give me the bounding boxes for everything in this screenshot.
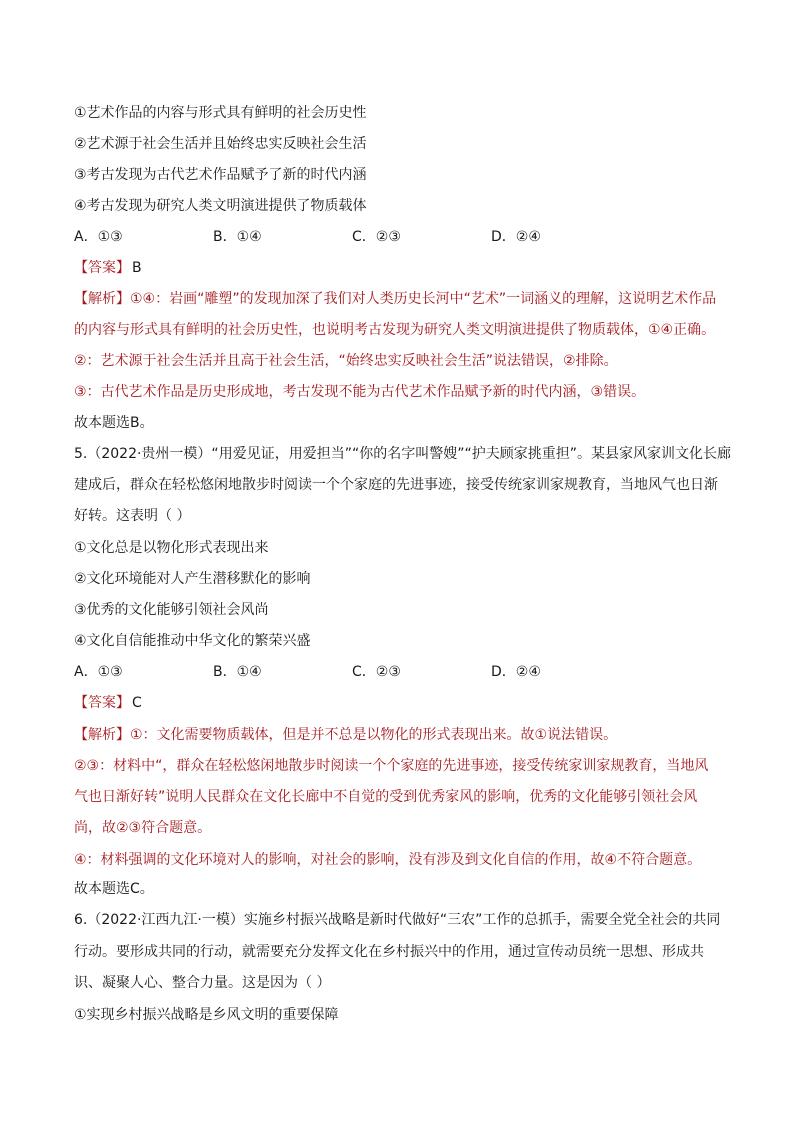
q5-statement-2: ②文化环境能对人产生潜移默化的影响	[74, 571, 311, 587]
q5-answer-label: 【答案】	[74, 695, 130, 711]
q6-stem-line-3: 识、凝聚人心、整合力量。这是因为（ ）	[74, 975, 331, 991]
q4-options	[74, 227, 714, 247]
q5-analysis-line-3: 气也日渐好转”说明人民群众在文化长廊中不自觉的受到优秀家风的影响，优秀的文化能够引领社会风	[74, 789, 698, 805]
q6-stem-line-2: 行动。要形成共同的行动，就需要充分发挥文化在乡村振兴中的作用，通过宣传动员统一思想、形成共	[74, 944, 704, 960]
q4-analysis-line-3: ②：艺术源于社会生活并且高于社会生活，“始终忠实反映社会生活”说法错误，②排除。	[74, 353, 618, 369]
q5-statement-1: ①文化总是以物化形式表现出来	[74, 540, 269, 556]
q5-stem-line-3: 好转。这表明（ ）	[74, 508, 191, 524]
q5-answer	[74, 693, 142, 713]
q5-analysis-line-5: ④：材料强调的文化环境对人的影响，对社会的影响，没有涉及到文化自信的作用，故④不符合题意。	[74, 852, 702, 868]
q4-statement-1: ①艺术作品的内容与形式具有鲜明的社会历史性	[74, 105, 367, 121]
q4-statement-2: ②艺术源于社会生活并且始终忠实反映社会生活	[74, 136, 367, 152]
q4-option-b: B．①④	[213, 229, 262, 245]
q5-analysis-line-4: 尚，故②③符合题意。	[74, 820, 212, 836]
q5-conclusion: 故本题选C。	[74, 881, 154, 897]
q5-analysis-line-1: 【解析】①：文化需要物质载体，但是并不总是以物化的形式表现出来。故①说法错误。	[74, 727, 618, 743]
q5-answer-value: C	[132, 695, 142, 711]
q4-analysis-line-2: 的内容与形式具有鲜明的社会历史性，也说明考古发现为研究人类文明演进提供了物质载体，①④正确。	[74, 322, 716, 338]
q5-statement-3: ③优秀的文化能够引领社会风尚	[74, 602, 269, 618]
q4-statement-3: ③考古发现为古代艺术作品赋予了新的时代内涵	[74, 167, 367, 183]
q4-option-d: D．②④	[491, 229, 541, 245]
q5-stem-line-2: 建成后，群众在轻松悠闲地散步时阅读一个个家庭的先进事迹，接受传统家训家规教育，当地风气也日渐	[74, 477, 718, 493]
q4-analysis-line-1: 【解析】①④：岩画“雕塑”的发现加深了我们对人类历史长河中“艺术”一词涵义的理解，这说明艺术作品	[74, 291, 717, 307]
q4-conclusion: 故本题选B。	[74, 415, 154, 431]
q5-option-a: A．①③	[74, 664, 123, 680]
q4-answer	[74, 258, 142, 278]
q5-option-d: D．②④	[491, 664, 541, 680]
q4-analysis-line-4: ③：古代艺术作品是历史形成地，考古发现不能为古代艺术作品赋予新的时代内涵，③错误。	[74, 384, 646, 400]
q5-analysis-line-2: ②③：材料中“，群众在轻松悠闲地散步时阅读一个个家庭的先进事迹，接受传统家训家规教育，当地风	[74, 758, 709, 774]
q4-answer-label: 【答案】	[74, 260, 130, 276]
q4-answer-value: B	[132, 260, 142, 276]
q5-option-b: B．①④	[213, 664, 262, 680]
q4-option-c: C．②③	[352, 229, 401, 245]
q4-statement-4: ④考古发现为研究人类文明演进提供了物质载体	[74, 198, 367, 214]
q5-options	[74, 662, 714, 682]
q6-stem-line-1: 6.（2022·江西九江·一模）实施乡村振兴战略是新时代做好“三农”工作的总抓手，需要全党全社会的共同	[74, 912, 721, 928]
q5-option-c: C．②③	[352, 664, 401, 680]
q4-option-a: A．①③	[74, 229, 123, 245]
q5-stem-line-1: 5.（2022·贵州一模）“用爱见证，用爱担当”“你的名字叫警嫂”“护夫顾家挑重担”。某县家风家训文化长廊	[74, 446, 731, 462]
q6-statement-1: ①实现乡村振兴战略是乡风文明的重要保障	[74, 1007, 339, 1023]
q5-statement-4: ④文化自信能推动中华文化的繁荣兴盛	[74, 633, 311, 649]
